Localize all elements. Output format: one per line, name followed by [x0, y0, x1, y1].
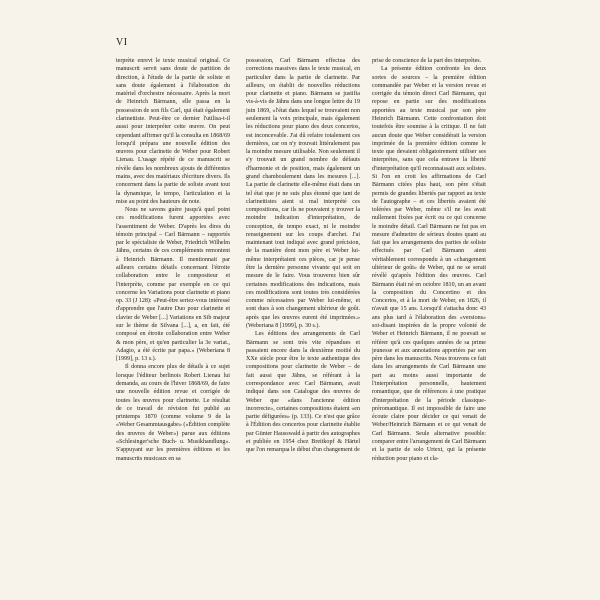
paragraph: Les éditions des arrangements de Carl Bärmann se sont très vite répandues et passaient encore dans la deuxième moitié du XXe siècle pour être le texte authentique des compositions pour clarinette de Weber – de fait aussi que Jähns, se référant à la correspondance avec Carl Bärmann, avait indiqué dans son Catalogue des œuvres de Weber que «dans l'ancienne édition incorrecte», certaines compositions étaient «en partie défigurées» (p. 133). Ce n'est que grâce à l'Édition des concertos pour clarinette établie par Günter Hausswald à partir des autographes et publiée en 1954 chez Breitkopf & Härtel que l'on remarqua le début d'un changement de — [246, 331, 360, 454]
page-number: VI — [116, 37, 128, 48]
paragraph: Il donna encore plus de détails à ce sujet lorsque l'éditeur berlinois Robert Lienau lui demanda, au cours de l'hiver 1868/69, de faire une nouvelle édition revue et corrigée de toutes les œuvres pour clarinette. Le résultat de ce travail de révision fut publié au printemps 1870 (comme volume 9 de la «Weber Gesammtausgabe» («Édition complète des œuvres de Weber») parue aux éditions «Schlesinger'sche Buch- u. Musikhandlung». S'appuyant sur les premières éditions et les manuscrits musicaux en sa — [116, 364, 230, 462]
text-column-3 — [372, 57, 486, 463]
paragraph: prise de conscience de la part des interprètes. — [372, 58, 482, 64]
paragraph: Nous ne savons guère jusqu'à quel point ces modifications furent apportées avec l'assentiment de Weber. D'après les dires du témoin principal – Carl Bärmann – rapportés par le spécialiste de Weber, Friedrich Wilhelm Jähns, certains de ces compléments remontent à Heinrich Bärmann. Il mentionnait par ailleurs certains détails concernant l'étroite collaboration entre le compositeur et l'interprète, comme par exemple en ce qui concerne les Variations pour clarinette et piano op. 33 (J 128): «Peut-être seriez-vous intéressé d'apprendre que l'autre Duo pour clarinette et clavier de Weber [...] Variations en Sib majeur sur le thème de Silvana [...], a, en fait, été composé en étroite collaboration entre Weber & mon père, et qu'en particulier la 3e variat., Adagio, a été écrite par papa.» (Weberiana 8 [1999], p. 13 s.). — [116, 207, 230, 363]
text-column-2 — [246, 57, 360, 455]
paragraph: possession, Carl Bärmann effectua des corrections massives dans le texte musical, en particulier dans la partie de clarinette. Par ailleurs, on établit de nouvelles réductions pour clarinette et piano. Bärmann se justifia vis-à-vis de Jähns dans une longue lettre du 19 juin 1869, «l'état dans lequel se trouvaient non seulement la voix principale, mais également les réductions pour piano des deux concertos, est inconcevable. J'ai dû refaire totalement ces dernières, car on n'y trouvait littéralement pas la moindre mesure utilisable. Non seulement il s'y trouvait un grand nombre de défauts d'harmonie et de position, mais également un grand chamboulement dans les mesures [...]. La partie de clarinette elle-même était dans un tel état que je ne suis plus étonné que tant de clarinettistes aient si mal interprété ces compositions, car ils ne pouvaient y trouver la moindre indication d'interprétation, de conception, de tempo exact, ni le moindre renseignement sur les coups d'archet. J'ai maintenant tout indiqué avec grand précision, de la manière dont mon père et Weber lui-même interprétaient ces pièces, car je pense être la dernière personne vivante qui soit en mesure de le faire. Vous trouverez bien sûr certaines modifications des indications, mais ces modifications sont toutes très considérées comme nécessaires par Weber lui-même, et sont dues à son changement ultérieur de goût. après que les œuvres eurent été imprimées.» (Weberiana 8 [1999], p. 30 s.). — [246, 58, 360, 329]
text-column-1 — [116, 57, 230, 463]
paragraph: terprète enrevt le texte musical original. Ce manuscrit servit sans doute de partition de direction, à l'étude de la partie de soliste et sans doute également à l'élaboration du matériel d'orchestre nécessaire. Après la mort de Heinrich Bärmann, elle passa en la possession de son fils Carl, qui était également clarinettiste. Peut-être ce dernier l'utilisa-t-il aussi pour interpréter cette œuvre. On peut cependant affirmer qu'il la consulta en 1868/69 lorsqu'il prépara une nouvelle édition des œuvres pour clarinette de Weber pour Robert Lienau. L'usage répété de ce manuscrit se révèle dans les nombreux ajouts de différentes mains, avec des matériaux d'écriture divers. Ils concernent dans la partie de soliste avant tout la dynamique, le tempo, l'articulation et la mise au point des hauteurs de note. — [116, 58, 230, 205]
paragraph: La présente édition confronte les deux sortes de sources – la première édition commandée par Weber et la version revue et corrigée du témoin direct Carl Bärmann, qui repose en partie sur des modifications apportées au texte musical par son père Heinrich Bärmann. Cette confrontation doit toutefois être soumise à la critique. Il ne fait aucun doute que Weber considérait la version imprimée de la première édition comme le texte que devaient obligatoirement utiliser ses interprètes, sans que cela entrave la liberté d'interprétation qu'il reconnaissait aux solistes. Si l'on en croit les affirmations de Carl Bärmann citées plus haut, son père s'était permis de grandes libertés par rapport au texte de l'autographe – et ces libertés avaient été tolérées par Weber, même s'il ne les avait nullement fixées par écrit ou ce qui concerne le moindre détail. Carl Bärmann ne fut pas en mesure d'admettre de sérieux doutes quant au fait que les arrangements des parties de soliste effectués par Carl Bärmann aient véritablement correspondu à un «changement ultérieur de goût» de Weber, qui ne se serait révélé qu'après l'édition des œuvres. Carl Bärmann était né en octobre 1810, un an avant la composition du Concertino et des Concertos, et à la mort de Weber, en 1826, il n'avait que 15 ans. Lorsqu'il s'attacha donc 43 ans plus tard à l'élaboration des «versions» soi-disant inspirées de la propre volonté de Weber et Heinrich Bärmann, il ne pouvait se référer qu'à ces quelques années de sa prime jeunesse et aux annotations apportées par son père dans les manuscrits. Nous trouvons ce fait dans les arrangements de Carl Bärmann une part au moins aussi importante de l'interprétation personnelle, hautement romantique, que de références à une pratique d'interprétation de la période classique-préromantique. Il est impossible de faire une écoute claire pour décider ce qui venait de Weber/Heinrich Bärmann et ce qui venait de Carl Bärmann. Seule alternative possible: comparer entre l'arrangement de Carl Bärmann et la partie de solo Urtext, qui la présente réduction pour piano et cla- — [372, 66, 486, 462]
